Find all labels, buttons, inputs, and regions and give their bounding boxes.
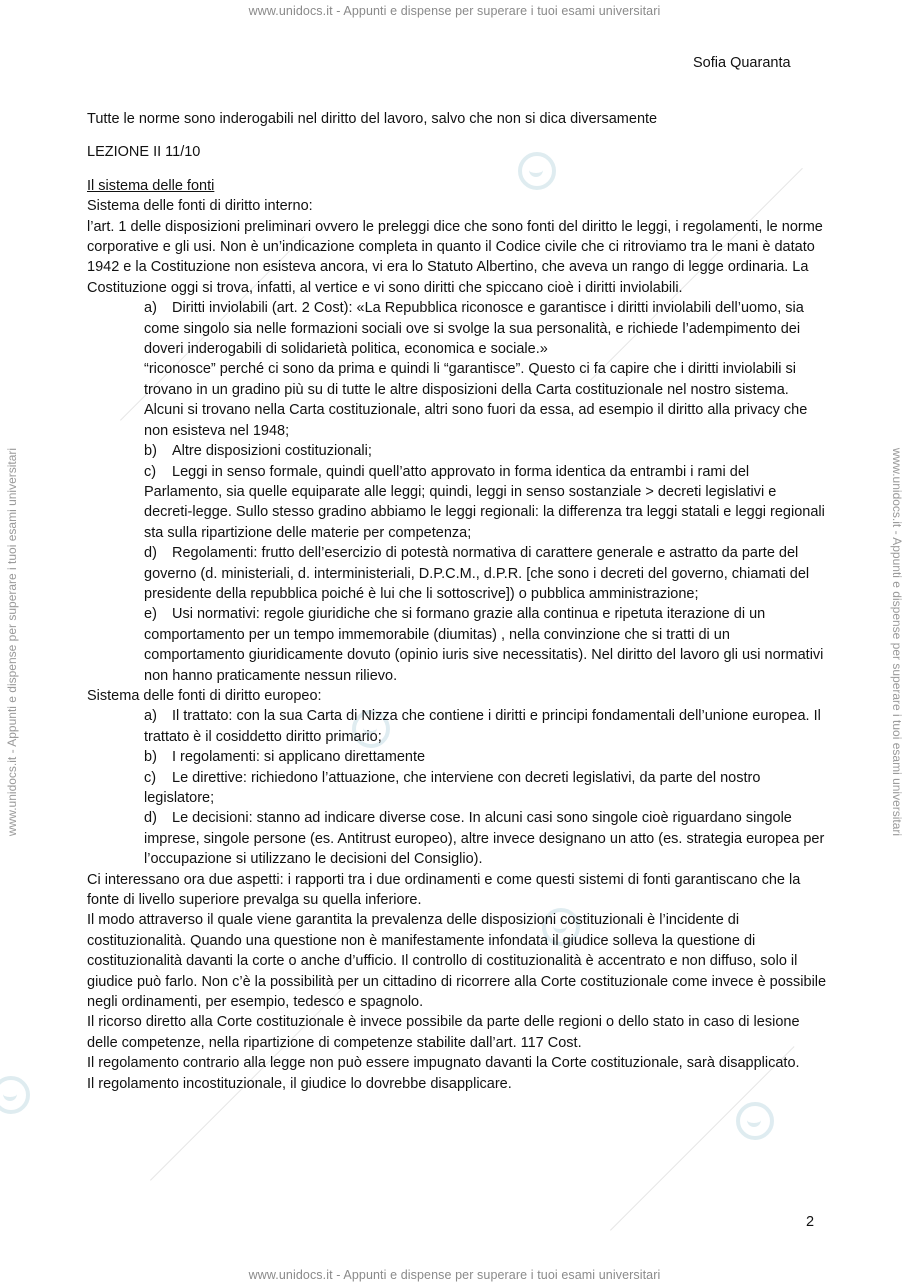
closing-paragraph: Il ricorso diretto alla Corte costituzionale è invece possibile da parte delle regioni o dello stato in caso di lesione delle competenze, nella ripartizione di competenze stabilite dall’art. 117 Cost. bbox=[87, 1014, 800, 1051]
list-item: c) Le direttive: richiedono l’attuazione, che interviene con decreti legislativi, da parte del nostro legislatore; bbox=[144, 769, 761, 806]
document-body bbox=[87, 109, 827, 1094]
list-item: a) Diritti inviolabili (art. 2 Cost): «La Repubblica riconosce e garantisce i diritti inviolabili dell’uomo, sia come singolo sia nelle formazioni sociali ove si svolge la sua personalità, e richiede l’adempimento dei doveri inderogabili di solidarietà politica, economica e sociale.» bbox=[144, 300, 804, 358]
list-item: b) I regolamenti: si applicano direttamente bbox=[144, 749, 426, 766]
closing-paragraph: Ci interessano ora due aspetti: i rapporti tra i due ordinamenti e come questi sistemi di fonti garantiscano che la fonte di livello superiore prevalga su quella inferiore. bbox=[87, 871, 801, 909]
closing-paragraph: Il regolamento contrario alla legge non può essere impugnato davanti la Corte costituzionale, sarà disapplicato. bbox=[87, 1055, 800, 1072]
closing-paragraph: Il modo attraverso il quale viene garantita la prevalenza delle disposizioni costituzionali è l’incidente di costituzionalità. Quando una questione non è manifestamente infondata il giudice solleva la questione di costituzionalità davanti la corte o anche d’ufficio. Il controllo di costituzionalità è accentrato e non diffuso, solo il giudice può farlo. Non c’è la possibilità per un cittadino di ricorrere alla Corte costituzionale come invece è possibile negli ordinamenti, per esempio, tedesco e spagnolo. bbox=[87, 912, 827, 1011]
author-name: Sofia Quaranta bbox=[693, 55, 791, 71]
closing-paragraph: Il regolamento incostituzionale, il giudice lo dovrebbe disapplicare. bbox=[87, 1075, 512, 1092]
watermark-logo-icon bbox=[736, 1102, 774, 1140]
watermark-left: www.unidocs.it - Appunti e dispense per superare i tuoi esami universitari bbox=[5, 447, 19, 837]
list-item: d) Le decisioni: stanno ad indicare diverse cose. In alcuni casi sono singole cioè riguardano singole imprese, singole persone (es. Antitrust europeo), altre invece designano un atto (es. strategia europea per l’occupazione si utilizzano le decisioni del Consiglio). bbox=[144, 810, 825, 868]
watermark-right: www.unidocs.it - Appunti e dispense per superare i tuoi esami universitari bbox=[890, 447, 904, 837]
internal-heading: Sistema delle fonti di diritto interno: bbox=[87, 198, 313, 215]
list-item: “riconosce” perché ci sono da prima e quindi li “garantisce”. Questo ci fa capire che i diritti inviolabili si trovano in un gradino più su di tutte le altre disposizioni della Carta costituzionale nel nostro sistema. Alcuni si trovano nella Carta costituzionale, altri sono fuori da essa, ad esempio il diritto alla privacy che non esisteva nel 1948; bbox=[144, 361, 808, 439]
european-list bbox=[87, 706, 827, 869]
internal-list bbox=[87, 298, 827, 686]
page-number: 2 bbox=[806, 1214, 815, 1230]
watermark-logo-icon bbox=[0, 1076, 30, 1114]
watermark-top: www.unidocs.it - Appunti e dispense per superare i tuoi esami universitari bbox=[248, 4, 661, 18]
list-item: a) Il trattato: con la sua Carta di Nizza che contiene i diritti e principi fondamentali dell’unione europea. Il trattato è il cosiddetto diritto primario; bbox=[144, 708, 821, 745]
list-item: e) Usi normativi: regole giuridiche che si formano grazie alla continua e ripetuta iterazione di un comportamento per un tempo immemorabile (diumitas) , nella convinzione che si tratti di un comportamento giuridicamente dovuto (opinio iuris sive necessitatis). Nel diritto del lavoro gli usi normativi non hanno praticamente nessun rilievo. bbox=[144, 606, 824, 684]
list-item: d) Regolamenti: frutto dell’esercizio di potestà normativa di carattere generale e astratto da parte del governo (d. ministeriali, d. interministeriali, D.P.C.M., d.P.R. [che sono i decreti del governo, chiamati del presidente della repubblica poiché è lui che li sottoscrive]) o pubblica amministrazione; bbox=[144, 545, 810, 602]
list-item: c) Leggi in senso formale, quindi quell’atto approvato in forma identica da entrambi i rami del Parlamento, sia quelle equiparate alle leggi; quindi, leggi in senso sostanziale > decreti legislativi e decreti-legge. Sullo stesso gradino abbiamo le leggi regionali: la differenza tra leggi statali e leggi regionali sta sulla ripartizione delle materie per competenza; bbox=[144, 463, 825, 541]
intro-line: Tutte le norme sono inderogabili nel diritto del lavoro, salvo che non si dica diversamente bbox=[87, 111, 658, 127]
section-title: Il sistema delle fonti bbox=[87, 177, 215, 194]
list-item: b) Altre disposizioni costituzionali; bbox=[144, 443, 372, 460]
internal-paragraph: l’art. 1 delle disposizioni preliminari ovvero le preleggi dice che sono fonti del diritto le leggi, i regolamenti, le norme corporative e gli usi. Non è un’indicazione completa in quanto il Codice civile che ci ritroviamo tra le mani è datato 1942 e la Costituzione non esisteva ancora, vi era lo Statuto Albertino, che aveva un rango di legge ordinaria. La Costituzione oggi si trova, infatti, al vertice e vi sono diritti che spiccano cioè i diritti inviolabili. bbox=[87, 218, 823, 296]
watermark-bottom: www.unidocs.it - Appunti e dispense per superare i tuoi esami universitari bbox=[248, 1268, 661, 1282]
european-heading: Sistema delle fonti di diritto europeo: bbox=[87, 687, 322, 704]
lesson-title: LEZIONE II 11/10 bbox=[87, 144, 201, 161]
